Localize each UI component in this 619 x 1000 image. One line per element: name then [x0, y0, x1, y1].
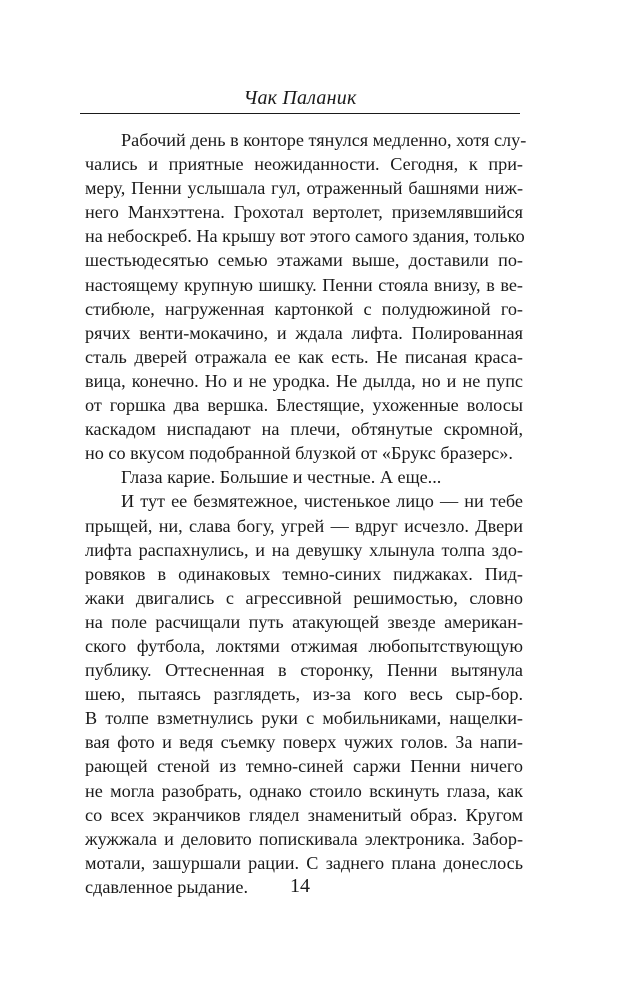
text-line: ского футбола, локтями отжимая любопытствующую	[85, 635, 523, 656]
running-head: Чак Паланик	[243, 87, 357, 109]
text-line: рающей стеной из темно-синей саржи Пенни ничего	[85, 756, 523, 777]
text-line: но со вкусом подобранной блузкой от «Брукс бразерс».	[85, 443, 513, 464]
page-number: 14	[290, 875, 310, 897]
text-line: В толпе взметнулись руки с мобильниками, нащелки-	[85, 708, 523, 729]
text-line: сдавленное рыдание.	[85, 876, 249, 897]
text-line: каскадом ниспадают на плечи, обтянутые скромной,	[85, 419, 523, 440]
text-line: Рабочий день в конторе тянулся медленно, хотя слу-	[121, 130, 527, 150]
text-line: стибюле, нагруженная картонкой с полудюжиной го-	[85, 298, 523, 319]
text-line: жужжала и деловито попискивала электроника. Забор-	[85, 828, 523, 849]
text-line: публику. Оттесненная в сторонку, Пенни вытянула	[85, 660, 523, 681]
text-line: от горшка два вершка. Блестящие, ухоженные волосы	[85, 395, 523, 416]
text-line: вая фото и ведя съемку поверх чужих голов. За напи-	[85, 732, 523, 753]
text-line: Глаза карие. Большие и честные. А еще...	[121, 467, 442, 488]
text-line: шестьюдесятью семью этажами выше, доставили по-	[85, 250, 523, 271]
header-rule	[80, 113, 520, 114]
text-line: чались и приятные неожиданности. Сегодня, к при-	[85, 154, 523, 175]
text-line: со всех экранчиков глядел знаменитый образ. Кругом	[85, 804, 523, 825]
text-line: лифта распахнулись, и на девушку хлынула толпа здо-	[85, 539, 523, 560]
text-line: вица, конечно. Но и не уродка. Не дылда, но и не пупс	[85, 370, 523, 391]
text-line: настоящему крупную шишку. Пенни стояла внизу, в ве-	[85, 274, 523, 295]
text-line: мотали, зашуршали рации. С заднего плана донеслось	[85, 852, 523, 873]
text-line: прыщей, ни, слава богу, угрей — вдруг исчезло. Двери	[85, 515, 523, 536]
text-line: шею, пытаясь разглядеть, из-за кого весь сыр-бор.	[85, 684, 523, 705]
text-line: на небоскреб. На крышу вот этого самого здания, только	[85, 226, 525, 247]
text-line: И тут ее безмятежное, чистенькое лицо — ни тебе	[121, 491, 523, 512]
text-line: на поле расчищали путь атакующей звезде американ-	[85, 611, 523, 632]
text-line: ровяков в одинаковых темно-синих пиджаках. Пид-	[85, 563, 523, 584]
text-line: рячих венти-мокачино, и ждала лифта. Полированная	[85, 322, 523, 343]
body-text	[85, 128, 527, 899]
text-line: сталь дверей отражала ее как есть. Не писаная краса-	[85, 346, 523, 367]
text-line: не могла разобрать, однако стоило вскинуть глаза, как	[85, 780, 523, 801]
text-line: него Манхэттена. Грохотал вертолет, приземлявшийся	[85, 202, 523, 223]
text-line: жаки двигались с агрессивной решимостью, словно	[85, 587, 523, 608]
text-line: меру, Пенни услышала гул, отраженный башнями ниж-	[85, 178, 523, 199]
